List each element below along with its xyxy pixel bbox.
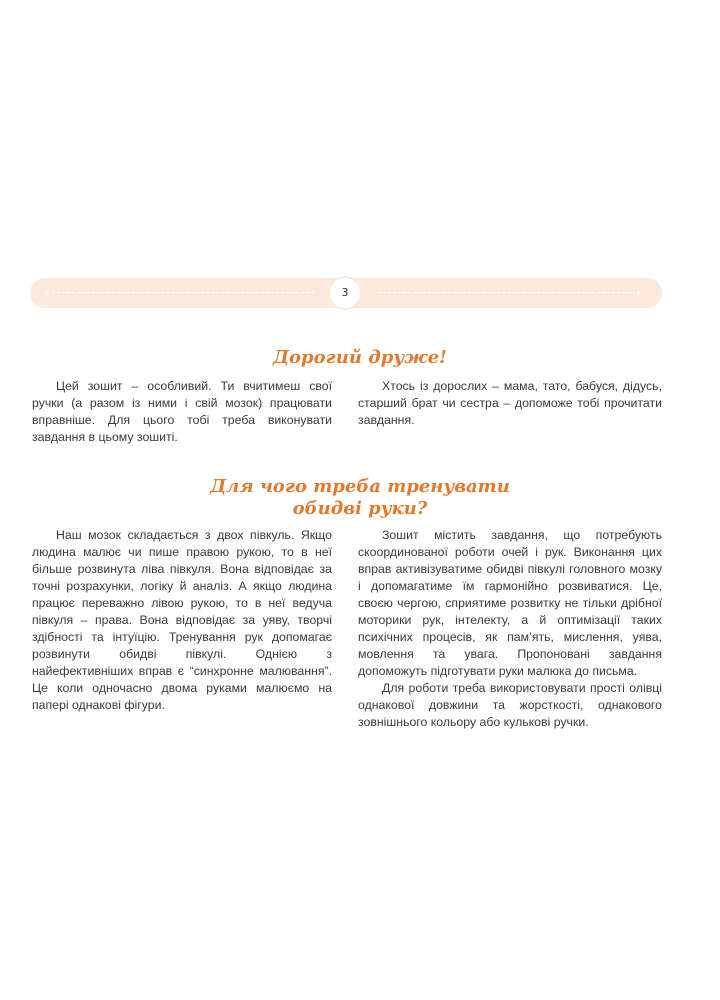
section1-left-paragraph: Цей зошит – особливий. Ти вчитимеш свої ручки (а разом із ними і свій мозок) працювати вправніше. Для цього тобі треба виконувати завдання в цьому зошиті. [32, 379, 332, 444]
arrow-left-icon: ‹ [44, 285, 50, 301]
section2-right-paragraph-1: Зошит містить завдання, що потребують скоординованої роботи очей і рук. Виконання цих вправ активізуватиме обидві півкулі головного мозку і допомагатиме їм гармонійно розвиватися. Це, своєю чергою, сприятиме розвитку не тільки дрібної моторики рук, інтелекту, а й оптимізації таких психічних процесів, як пам’ять, мислення, уява, мовлення та увага. Пропоновані завдання допоможуть підготувати руки малюка до письма. [358, 528, 662, 678]
section1-left-column [32, 378, 332, 446]
section2-left-paragraph: Наш мозок складається з двох півкуль. Якщо людина малює чи пише правою рукою, то в неї більше розвинута ліва півкуля. Вона відповідає за точні розрахунки, логіку й аналіз. А якщо людина працює переважно лівою рукою, то в неї ведуча півкуля – права. Вона відповідає за уяву, творчі здібності та інтуїцію. Тренування рук допомагає розвинути обидві півкулі. Однією з найефективніших вправ є “синхронне малювання”. Це коли одночасно двома руками малюємо на папері однакові фігури. [32, 528, 332, 712]
section2-right-column [358, 527, 662, 731]
page-number-band [30, 278, 662, 308]
page-number: 3 [330, 278, 360, 308]
section2-title-line1: Для чого треба тренувати [210, 476, 510, 497]
arrow-right-icon: › [636, 285, 642, 301]
band-dashed-line-left [52, 292, 314, 293]
section2-title-line2: обидві руки? [292, 498, 428, 519]
section1-right-paragraph: Хтось із дорослих – мама, тато, бабуся, дідусь, старший брат чи сестра – допоможе тобі прочитати завдання. [358, 379, 662, 427]
section1-right-column [358, 378, 662, 429]
section1-title: Дорогий друже! [273, 347, 447, 368]
section2-left-column [32, 527, 332, 714]
band-dashed-line-right [378, 292, 640, 293]
section2-right-paragraph-2: Для роботи треба використовувати прості олівці однакової довжини та жорсткості, однакового зовнішнього кольору або кулькові ручки. [358, 681, 662, 729]
